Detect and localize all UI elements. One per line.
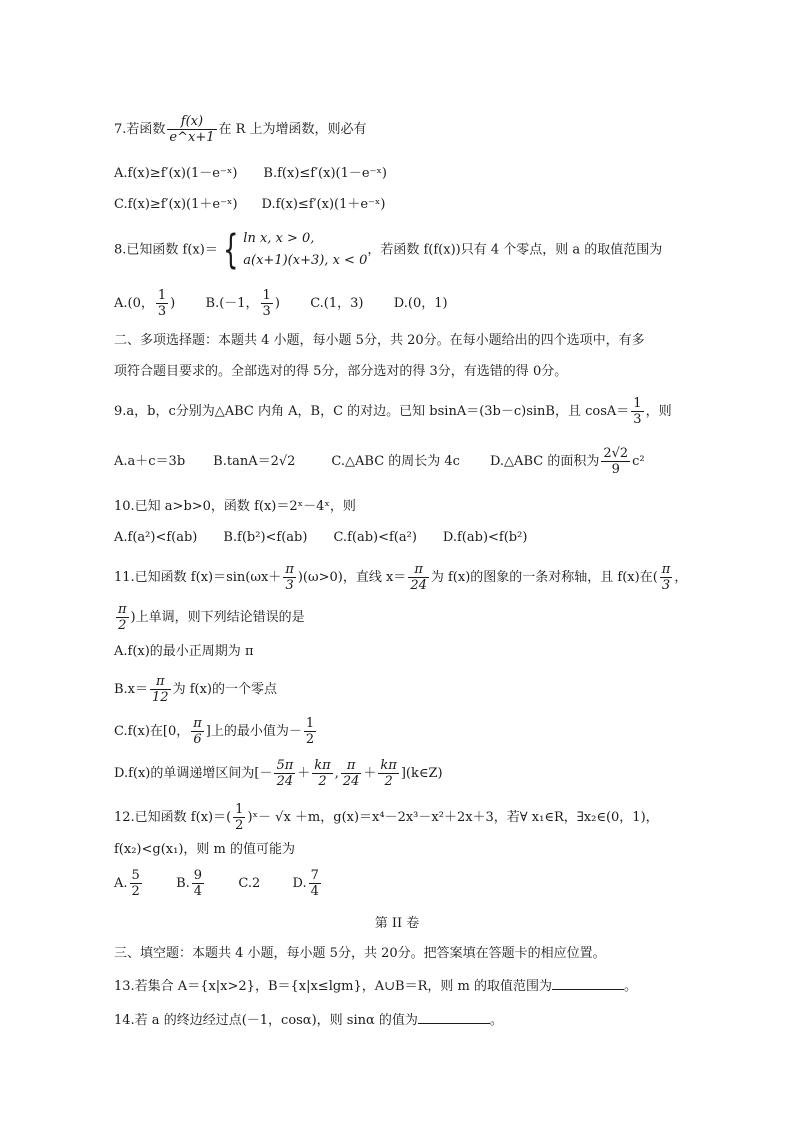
q14-answer-blank[interactable] (418, 1010, 490, 1024)
q11-option-a: A.f(x)的最小正周期为 π (114, 644, 254, 659)
q8-option-a: A.(0， $\frac{1}{3}$ ) (114, 288, 176, 319)
q8-option-b: B.(－1， $\frac{1}{3}$ ) (205, 288, 280, 319)
q10-option-b: B.f(b²)<f(ab) (223, 530, 308, 545)
q11-stem: 11.已知函数 f(x)＝sin(ωx＋ $\frac{\pi}{3}$ )(ω>0)，直线 x＝ $\frac{\pi}{24}$ 为 f(x)的图象的一条对称轴，且 f(x)在( $\frac{\pi}{3}$ ， (114, 562, 688, 593)
q10-stem: 10.已知 a>b>0，函数 f(x)＝2ˣ－4ˣ，则 (114, 499, 356, 514)
q12-option-b: B. $\frac{9}{4}$ (176, 868, 203, 899)
q7-options-row1 (114, 164, 387, 184)
q9-stem: 9.a，b，c分别为△ABC 内角 A，B，C 的对边。已知 bsinA＝(3b－c)sinB，且 cosA＝ $\frac{1}{3}$ ，则 (114, 396, 672, 427)
q11-option-c: C.f(x)在[0， $\frac{\pi}{6}$ ]上的最小值为－ $\frac{1}{2}$ (114, 716, 315, 747)
q11-stem-line2: $\frac{\pi}{2}$ )上单调，则下列结论错误的是 (118, 602, 305, 633)
q13-answer-blank[interactable] (552, 976, 624, 990)
part2-title: 第 II 卷 (374, 916, 420, 931)
section3-header: 三、填空题：本题共 4 小题，每小题 5分，共 20分。把答案填在答题卡的相应位置。 (114, 946, 606, 961)
q7-stem: 7.若函数 $\frac{f(x)}{e\^{}x+1}$ 在 R 上为增函数，则必有 (114, 114, 367, 145)
q7-option-c: C.f(x)≥f′(x)(1＋e⁻ˣ) (114, 197, 238, 212)
q10-option-a: A.f(a²)<f(ab) (114, 530, 198, 545)
q7-options-row2 (114, 195, 386, 215)
q10-options (114, 528, 527, 548)
q10-option-c: C.f(ab)<f(a²) (333, 530, 417, 545)
q8-option-d: D.(0，1) (393, 296, 448, 311)
q10-option-d: D.f(ab)<f(b²) (442, 530, 528, 545)
q13: 13.若集合 A＝{x|x>2}，B＝{x|x≤lgm}，A∪B＝R，则 m 的取值范围为 。 (114, 976, 637, 997)
section2-line1: 二、多项选择题：本题共 4 小题，每小题 5分，共 20分。在每小题给出的四个选项中，有多 (114, 333, 645, 348)
q12-option-a: A. $\frac{5}{2}$ (114, 868, 140, 899)
section2-line2: 项符合题目要求的。全部选对的得 5分，部分选对的得 3分，有选错的得 0分。 (114, 364, 568, 379)
q8-stem: 8.已知函数 f(x)＝ { ln x, x > 0, a(x+1)(x+3), x < 0 ，若函数 f(f(x))只有 4 个零点，则 a 的取值范围为 (114, 227, 663, 273)
q7-option-a: A.f(x)≥f′(x)(1－e⁻ˣ) (114, 166, 238, 181)
q14: 14.若 a 的终边经过点(－1，cosα)，则 sinα 的值为 。 (114, 1010, 503, 1031)
q9-option-c: C.△ABC 的周长为 4c (331, 454, 460, 469)
q7-option-b: B.f(x)≤f′(x)(1－e⁻ˣ) (263, 166, 388, 181)
q8-options (114, 288, 448, 319)
q9-option-a: A.a＋c＝3b (114, 454, 186, 469)
q7-option-d: D.f(x)≤f′(x)(1＋e⁻ˣ) (261, 197, 386, 212)
q12-options (114, 868, 323, 899)
q12-stem-line2: f(x₂)<g(x₁)，则 m 的值可能为 (114, 842, 295, 857)
q12-option-c: C.2 (238, 876, 261, 891)
q11-option-b: B.x＝ $\frac{\pi}{12}$ 为 f(x)的一个零点 (114, 674, 277, 705)
q9-options (114, 446, 645, 477)
q11-option-d: D.f(x)的单调递增区间为[－ $\frac{5\pi}{24}$ ＋ $\frac{k\pi}{2}$ , $\frac{\pi}{24}$ ＋ $\frac{k\pi}{2}$ ](k∈Z) (114, 758, 443, 789)
q12-option-d: D. $\frac{7}{4}$ (292, 868, 319, 899)
q12-stem: 12.已知函数 f(x)＝( $\frac{1}{2}$ )ˣ－ √x ＋m，g(x)＝x⁴－2x³－x²＋2x＋3，若∀ x₁∈R，∃x₂∈(0，1)， (114, 802, 659, 833)
q8-option-c: C.(1，3) (310, 296, 364, 311)
q9-option-b: B.tanA＝2√2 (213, 454, 296, 469)
q9-option-d: D.△ABC 的面积为 $\frac{2√2}{9}$ c² (489, 446, 645, 477)
